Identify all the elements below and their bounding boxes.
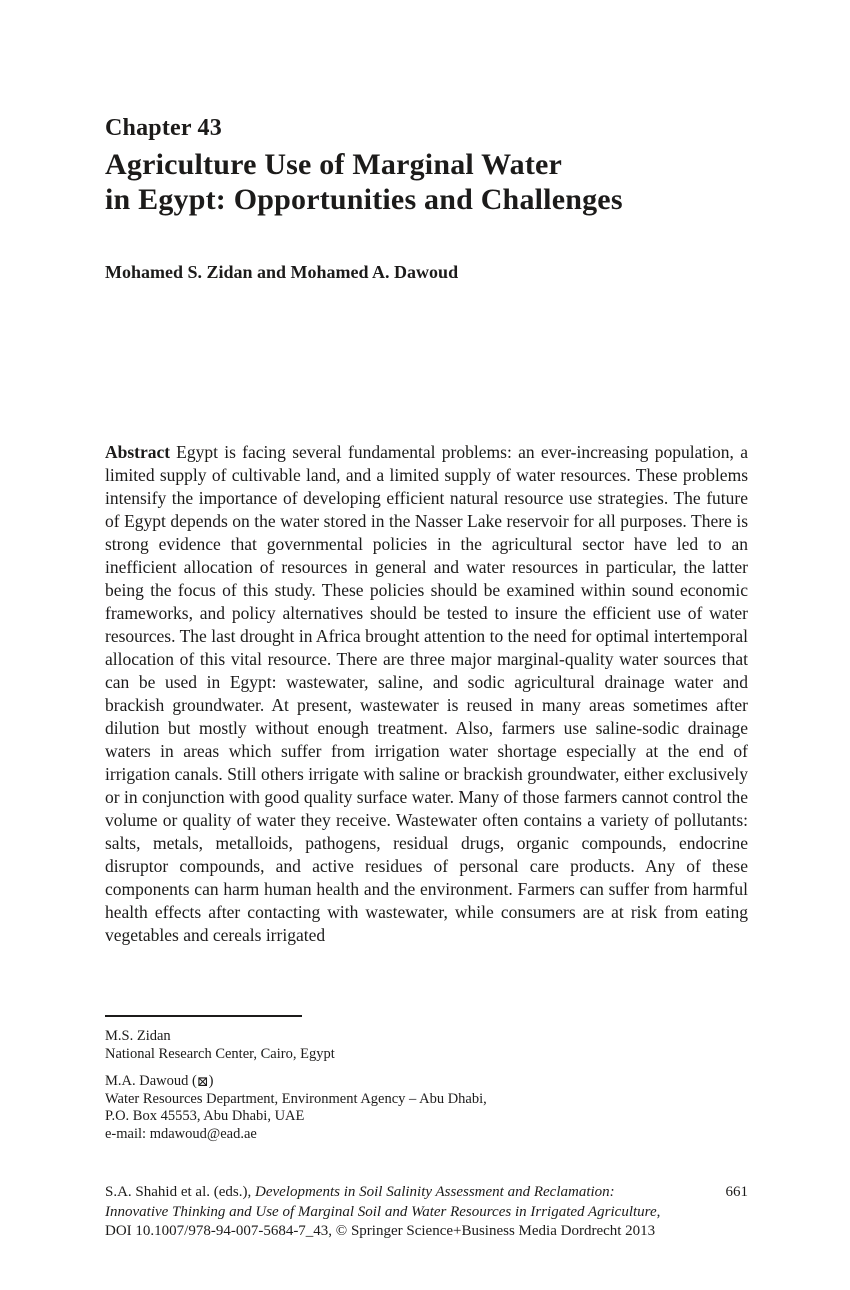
abstract-paragraph <box>105 441 748 947</box>
copyright-footer <box>105 1183 748 1242</box>
abstract-text: Egypt is facing several fundamental problems: an ever-increasing population, a limited supply of cultivable land, and a limited supply of water resources. These problems intensify the importance of developing efficient natural resource use strategies. The future of Egypt depends on the water stored in the Nasser Lake reservoir for all purposes. There is strong evidence that governmental policies in the agricultural sector have led to an inefficient allocation of resources in general and water resources in particular, the latter being the focus of this study. These policies should be examined within sound economic frameworks, and policy alternatives should be tested to insure the efficient use of water resources. The last drought in Africa brought attention to the need for optimal intertemporal allocation of this vital resource. There are three major marginal-quality water sources that can be used in Egypt: wastewater, saline, and sodic agricultural drainage water and brackish groundwater. At present, wastewater is reused in many areas sometimes after dilution but mostly without enough treatment. Also, farmers use saline-sodic drainage waters in areas which suffer from irrigation water shortage especially at the end of irrigation canals. Still others irrigate with saline or brackish groundwater, either exclusively or in conjunction with good quality surface water. Many of those farmers cannot control the volume or quality of water they receive. Wastewater often contains a variety of pollutants: salts, metals, metalloids, pathogens, residual drugs, organic compounds, endocrine disruptor compounds, and active residues of personal care products. Any of these components can harm human health and the environment. Farmers can suffer from harmful health effects after contacting with wastewater, while consumers are at risk from eating vegetables and cereals irrigated <box>105 442 748 945</box>
footer-line1 <box>105 1183 748 1203</box>
footer-line2-comma: , <box>656 1203 661 1220</box>
footer-line2 <box>105 1203 748 1223</box>
chapter-title-line1: Agriculture Use of Marginal Water <box>105 148 563 181</box>
authors-line: Mohamed S. Zidan and Mohamed A. Dawoud <box>105 262 459 282</box>
dawoud-email: e-mail: mdawoud@ead.ae <box>105 1125 257 1142</box>
zidan-affiliation: National Research Center, Cairo, Egypt <box>105 1045 335 1062</box>
footer-book-title-part2: Innovative Thinking and Use of Marginal Soil and Water Resources in Irrigated Agriculture <box>105 1203 657 1220</box>
zidan-name: M.S. Zidan <box>105 1028 171 1044</box>
dawoud-name: M.A. Dawoud ( <box>105 1073 197 1089</box>
dawoud-affiliation-line1: Water Resources Department, Environment Agency – Abu Dhabi, <box>105 1090 487 1107</box>
dawoud-name-close-paren: ) <box>208 1073 214 1089</box>
dawoud-affiliation-line2: P.O. Box 45553, Abu Dhabi, UAE <box>105 1108 305 1124</box>
dawoud-name-line <box>105 1073 748 1091</box>
footer-doi-copyright: DOI 10.1007/978-94-007-5684-7_43, © Springer Science+Business Media Dordrecht 2013 <box>105 1223 656 1239</box>
envelope-icon: ⊠ <box>196 1074 209 1090</box>
abstract-label: Abstract <box>105 442 171 462</box>
footer-book-title-part1: Developments in Soil Salinity Assessment and Reclamation: <box>254 1184 615 1200</box>
chapter-number: Chapter 43 <box>105 115 222 141</box>
chapter-title <box>105 147 623 217</box>
chapter-title-line2: in Egypt: Opportunities and Challenges <box>105 183 623 216</box>
footnote-divider <box>105 1015 302 1017</box>
author-note-dawoud <box>105 1073 748 1143</box>
footer-editors: S.A. Shahid et al. (eds.), <box>105 1184 255 1200</box>
page-number: 661 <box>725 1184 748 1200</box>
author-note-zidan <box>105 1028 748 1063</box>
